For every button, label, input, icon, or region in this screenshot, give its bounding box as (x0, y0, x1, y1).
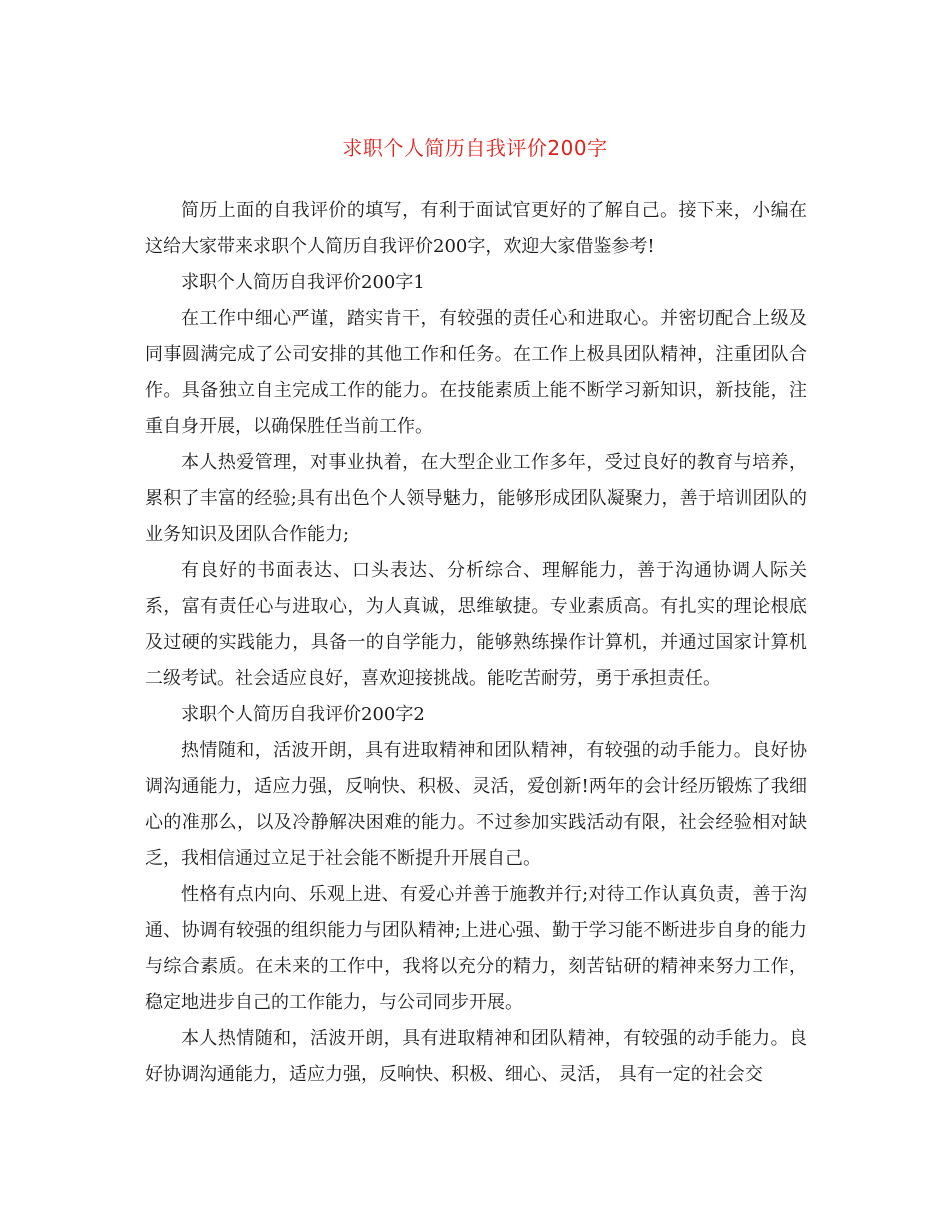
intro-paragraph: 简历上面的自我评价的填写，有利于面试官更好的了解自己。接下来，小编在这给大家带来求职个人简历自我评价200字，欢迎大家借鉴参考! (145, 200, 807, 257)
body-paragraph: 在工作中细心严谨，踏实肯干，有较强的责任心和进取心。并密切配合上级及同事圆满完成了公司安排的其他工作和任务。在工作上极具团队精神，注重团队合作。具备独立自主完成工作的能力。在技能素质上能不断学习新知识，新技能，注重自身开展，以确保胜任当前工作。 (145, 308, 807, 437)
section-heading-2: 求职个人简历自我评价200字2 (181, 704, 425, 725)
body-paragraph: 有良好的书面表达、口头表达、分析综合、理解能力，善于沟通协调人际关系，富有责任心与进取心，为人真诚，思维敏捷。专业素质高。有扎实的理论根底及过硬的实践能力，具备一的自学能力，能够熟练操作计算机，并通过国家计算机二级考试。社会适应良好，喜欢迎接挑战。能吃苦耐劳，勇于承担责任。 (145, 560, 807, 689)
section-heading-1: 求职个人简历自我评价200字1 (181, 272, 425, 293)
body-paragraph: 性格有点内向、乐观上进、有爱心并善于施教并行;对待工作认真负责，善于沟通、协调有较强的组织能力与团队精神;上进心强、勤于学习能不断进步自身的能力与综合素质。在未来的工作中，我将以充分的精力，刻苦钻研的精神来努力工作，稳定地进步自己的工作能力，与公司同步开展。 (145, 884, 807, 1013)
body-paragraph: 本人热爱管理，对事业执着，在大型企业工作多年，受过良好的教育与培养，累积了丰富的经验;具有出色个人领导魅力，能够形成团队凝聚力，善于培训团队的业务知识及团队合作能力; (145, 452, 807, 545)
document-body (145, 193, 807, 1093)
body-paragraph: 本人热情随和，活波开朗，具有进取精神和团队精神，有较强的动手能力。良好协调沟通能力，适应力强，反响快、积极、细心、灵活， 具有一定的社会交 (145, 1028, 807, 1085)
body-paragraph: 热情随和，活波开朗，具有进取精神和团队精神，有较强的动手能力。良好协调沟通能力，适应力强，反响快、积极、灵活，爱创新!两年的会计经历锻炼了我细心的准那么，以及冷静解决困难的能力。不过参加实践活动有限，社会经验相对缺乏，我相信通过立足于社会能不断提升开展自己。 (145, 740, 807, 869)
document-title: 求职个人简历自我评价200字 (342, 136, 608, 160)
